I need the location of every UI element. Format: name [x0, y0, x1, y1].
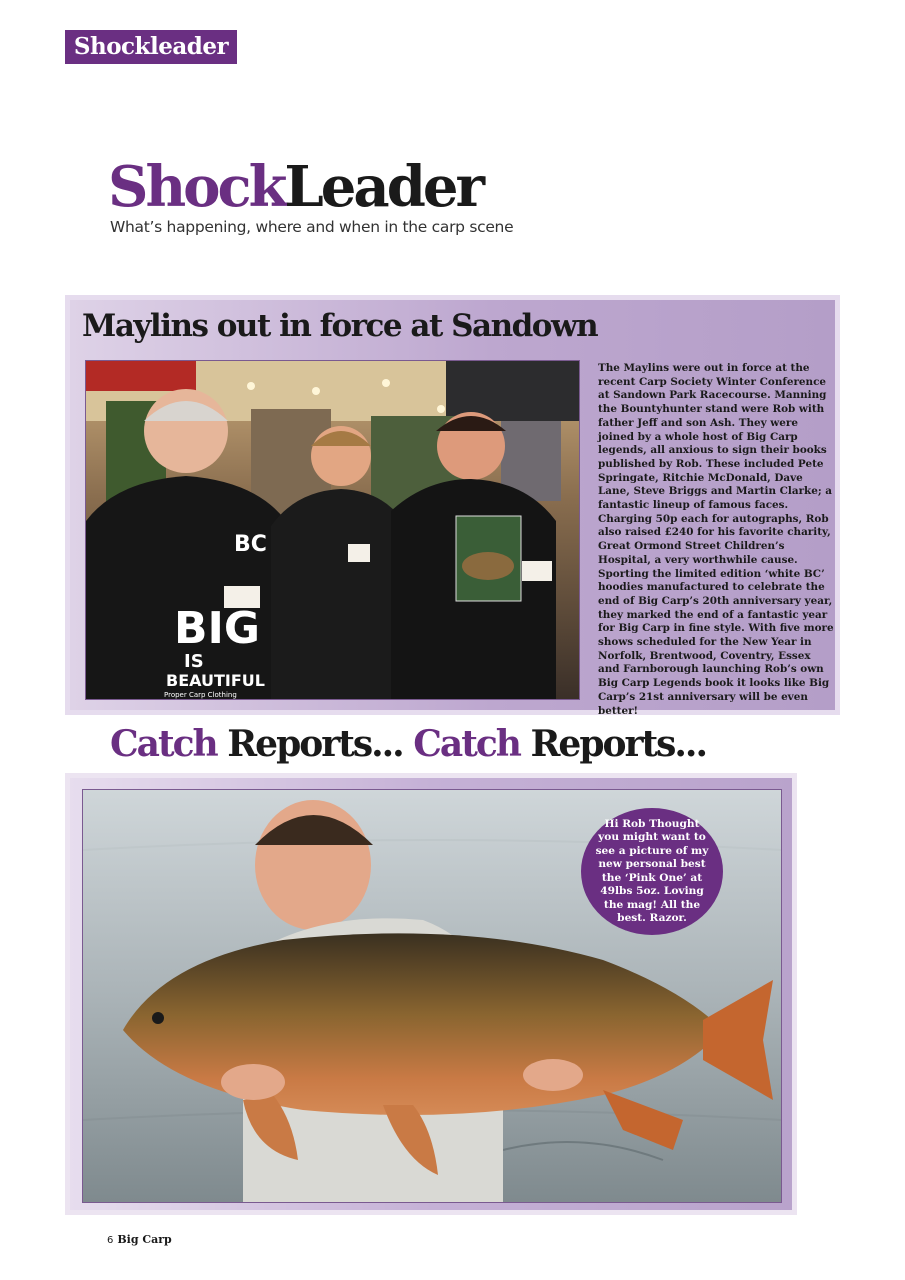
- reader-quote-bubble: [581, 808, 723, 935]
- masthead-leader: Leader: [284, 154, 482, 220]
- article-panel-maylins: [65, 295, 840, 715]
- reports-word-2: Reports...: [530, 723, 706, 765]
- catch-word-2: Catch: [413, 723, 520, 765]
- section-tab: Shockleader: [65, 30, 237, 64]
- page-number: 6: [107, 1235, 114, 1246]
- hoodie-logo-left: BC: [234, 532, 267, 557]
- masthead: [108, 152, 482, 222]
- page-footer: [107, 1233, 172, 1246]
- article-body: The Maylins were out in force at the recent Carp Society Winter Conference at Sandown Park Racecourse. Manning the Bountyhunter stand were Rob with father Jeff and son Ash. They were joined by a whole host of Big Carp legends, all anxious to sign their books published by Rob. These included Pete Springate, Ritchie McDonald, Dave Lane, Steve Briggs and Martin Clarke; a fantastic lineup of famous faces. Charging 50p each for autographs, Rob also raised £240 for his favorite charity, Great Ormond Street Children’s Hospital, a very worthwhile cause. Sporting the limited edition ‘white BC’ hoodies manufactured to celebrate the end of Big Carp’s 20th anniversary year, they marked the end of a fantastic year for Big Carp in fine style. With five more shows scheduled for the New Year in Norfolk, Brentwood, Coventry, Essex and Farnborough launching Rob’s own Big Carp Legends book it looks like Big Carp’s 21st anniversary will be even better!: [598, 362, 834, 717]
- article-headline: Maylins out in force at Sandown: [82, 308, 598, 344]
- hoodie-text-big: BIG: [174, 603, 261, 654]
- catch-word-1: Catch: [110, 723, 217, 765]
- hoodie-text-is: IS: [184, 651, 204, 672]
- photo-maylins-illustration: [86, 361, 579, 699]
- masthead-shock: Shock: [108, 154, 285, 220]
- photo-maylins: [85, 360, 580, 700]
- tagline: What’s happening, where and when in the carp scene: [110, 218, 514, 236]
- hoodie-text-proper: Proper Carp Clothing: [164, 691, 237, 699]
- catch-reports-heading: [110, 718, 706, 770]
- magazine-name: Big Carp: [117, 1233, 172, 1246]
- reader-quote-text: Hi Rob Thought you might want to see a picture of my new personal best the ‘Pink One’ at 49lbs 5oz. Loving the mag! All the best. Razor.: [595, 817, 709, 924]
- reports-word-1: Reports...: [227, 723, 403, 765]
- hoodie-text-beautiful: BEAUTIFUL: [166, 671, 265, 690]
